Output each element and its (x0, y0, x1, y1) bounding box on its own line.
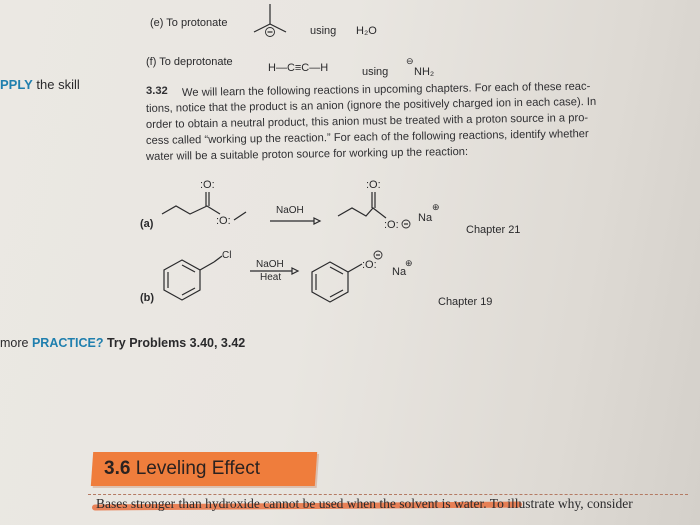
apply-the-skill-heading (0, 77, 80, 92)
reaction-b-label: (b) (140, 292, 155, 304)
section-title-text: Leveling Effect (135, 458, 260, 479)
practice-lead: more (0, 336, 29, 350)
practice-line (0, 336, 245, 350)
svg-text::O:: :O: (384, 219, 399, 231)
svg-text::O:: :O: (200, 179, 215, 191)
reaction-b-counterion: Na (392, 266, 407, 278)
problem-f-label: (f) To deprotonate (146, 56, 233, 68)
problem-e-using: using (310, 25, 337, 37)
reaction-b-reagent-bottom: Heat (260, 272, 282, 283)
problem-e-label: (e) To protonate (150, 17, 228, 29)
section-number: 3.6 (104, 458, 131, 479)
apply-suffix: the skill (36, 77, 80, 92)
practice-keyword: PRACTICE? (31, 336, 104, 350)
practice-text: Try Problems 3.40, 3.42 (106, 336, 246, 350)
problem-f-substrate: H—C≡C—H (268, 62, 329, 74)
svg-text::O:: :O: (366, 179, 381, 191)
reaction-a-counterion-charge: ⊕ (432, 202, 440, 212)
reaction-b-reagent-top: NaOH (256, 259, 284, 270)
problem-f-charge: ⊖ (406, 56, 414, 66)
problem-f-using: using (362, 66, 389, 78)
reaction-a-reagent: NaOH (276, 205, 304, 216)
svg-text::O:: :O: (216, 215, 231, 227)
apply-keyword: PPLY (0, 77, 33, 92)
reaction-b-substituent: Cl (222, 250, 232, 261)
reaction-a-arrow (270, 216, 320, 226)
section-heading (104, 458, 260, 480)
carboxylate-product-structure (338, 178, 418, 233)
exercise-line-2: tions, notice that the product is an anion (ignore the positively charged ion in each case). In (145, 95, 597, 115)
reaction-a-chapter: Chapter 21 (466, 224, 521, 236)
benzyl-anion-structure (308, 250, 388, 310)
reaction-a-counterion: Na (418, 212, 433, 224)
exercise-number: 3.32 (146, 85, 168, 97)
problem-e-reagent: H₂O (356, 25, 377, 37)
problem-f-reagent: NH₂ (414, 66, 435, 78)
exercise-line-3: order to obtain a neutral product, this anion must be treated with a proton source in a pro- (145, 112, 589, 131)
reaction-a-label: (a) (140, 218, 154, 230)
ester-reactant-structure (160, 180, 250, 230)
reaction-b-counterion-charge: ⊕ (405, 258, 413, 268)
exercise-line-4: cess called “working up the reaction.” For each of the following reactions, identify whether (145, 128, 589, 147)
section-divider (88, 494, 688, 495)
exercise-line-5: water will be a suitable proton source for working up the reaction: (145, 145, 469, 163)
reaction-b-chapter: Chapter 19 (438, 296, 493, 308)
bottom-body-text: Bases stronger than hydroxide cannot be used when the solvent is water. To illustrate why, consider (96, 496, 633, 511)
svg-text::O:: :O: (362, 259, 377, 271)
exercise-line-1: We will learn the following reactions in upcoming chapters. For each of these reac- (181, 80, 591, 99)
tert-butyl-cation-structure (252, 4, 312, 44)
